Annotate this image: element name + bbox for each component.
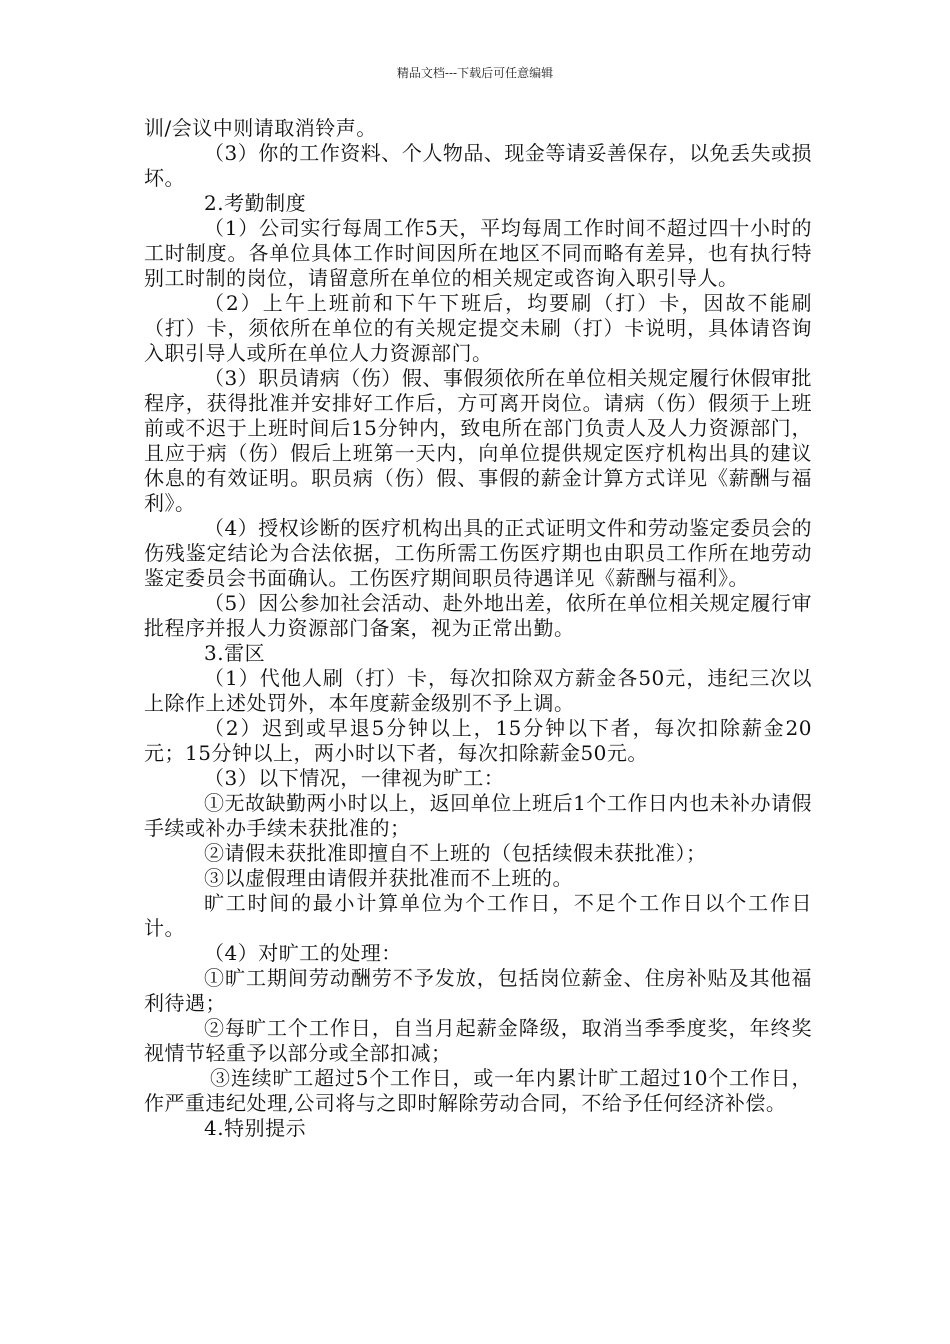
- paragraph: （3）你的工作资料、个人物品、现金等请妥善保存，以免丢失或损坏。: [144, 141, 812, 190]
- paragraph: 训/会议中则请取消铃声。: [144, 116, 377, 140]
- paragraph: （4）授权诊断的医疗机构出具的正式证明文件和劳动鉴定委员会的伤残鉴定结论为合法依据，工伤所需工伤医疗期也由职员工作所在地劳动鉴定委员会书面确认。工伤医疗期间职员待遇详见《薪酬与福利》。: [144, 516, 812, 590]
- paragraph: （1）公司实行每周工作5天，平均每周工作时间不超过四十小时的工时制度。各单位具体工作时间因所在地区不同而略有差异，也有执行特别工时制的岗位，请留意所在单位的相关规定或咨询入职引导人。: [144, 216, 812, 290]
- document-body: [144, 116, 812, 1141]
- section-heading: 4.特别提示: [204, 1116, 307, 1140]
- paragraph: （1）代他人刷（打）卡，每次扣除双方薪金各50元，违纪三次以上除作上述处罚外，本年度薪金级别不予上调。: [144, 666, 812, 715]
- section-heading: 2.考勤制度: [204, 191, 307, 215]
- list-item: ②每旷工个工作日，自当月起薪金降级，取消当季季度奖，年终奖视情节轻重予以部分或全部扣减；: [144, 1016, 812, 1065]
- list-item: ②请假未获批准即擅自不上班的（包括续假未获批准）；: [204, 841, 707, 865]
- paragraph: （5）因公参加社会活动、赴外地出差，依所在单位相关规定履行审批程序并报人力资源部门备案，视为正常出勤。: [144, 591, 812, 640]
- list-item: ③以虚假理由请假并获批准而不上班的。: [204, 866, 573, 890]
- paragraph: （4）对旷工的处理：: [204, 941, 402, 965]
- list-item: ①无故缺勤两小时以上，返回单位上班后1个工作日内也未补办请假手续或补办手续未获批准的；: [144, 791, 812, 840]
- paragraph: （3）职员请病（伤）假、事假须依所在单位相关规定履行休假审批程序，获得批准并安排好工作后，方可离开岗位。请病（伤）假须于上班前或不迟于上班时间后15分钟内，致电所在部门负责人及人力资源部门，且应于病（伤）假后上班第一天内，向单位提供规定医疗机构出具的建议休息的有效证明。职员病（伤）假、事假的薪金计算方式详见《薪酬与福利》。: [144, 366, 812, 515]
- list-item: ①旷工期间劳动酬劳不予发放，包括岗位薪金、住房补贴及其他福利待遇；: [144, 966, 812, 1015]
- paragraph: （2）上午上班前和下午下班后，均要刷（打）卡，因故不能刷（打）卡，须依所在单位的有关规定提交未刷（打）卡说明，具体请咨询入职引导人或所在单位人力资源部门。: [144, 291, 812, 365]
- list-item: ③连续旷工超过5个工作日，或一年内累计旷工超过10个工作日，作严重违纪处理,公司将与之即时解除劳动合同，不给予任何经济补偿。: [144, 1066, 812, 1115]
- page-header: 精品文档---下载后可任意编辑: [396, 66, 554, 80]
- paragraph: （3）以下情况，一律视为旷工：: [204, 766, 505, 790]
- section-heading: 3.雷区: [204, 641, 266, 665]
- paragraph: （2）迟到或早退5分钟以上，15分钟以下者，每次扣除薪金20元；15分钟以上，两小时以下者，每次扣除薪金50元。: [144, 716, 812, 765]
- paragraph: 旷工时间的最小计算单位为个工作日，不足个工作日以个工作日计。: [144, 891, 812, 940]
